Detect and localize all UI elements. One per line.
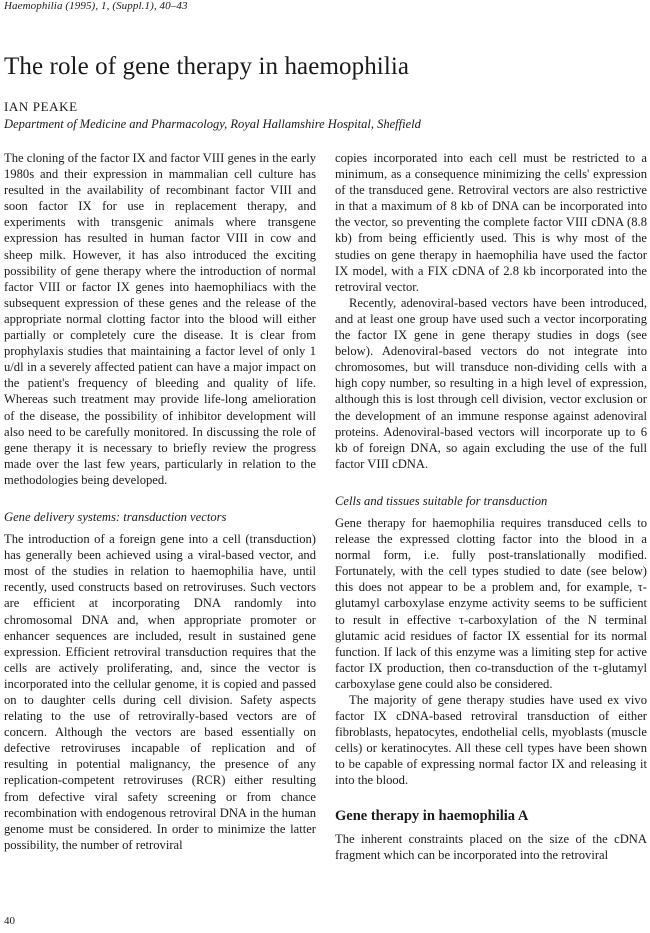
section-heading-transduction-vectors: Gene delivery systems: transduction vectors xyxy=(4,509,227,524)
left-column xyxy=(4,150,316,853)
section-heading-cells-tissues: Cells and tissues suitable for transduction xyxy=(335,493,548,508)
intro-paragraph: The cloning of the factor IX and factor VIII genes in the early 1980s and their expression in mammalian cell culture has resulted in the availability of recombinant factor VIII and soon factor IX for use in replacement therapy, and experiments with transgenic animals where transgene expression has resulted in human factor VIII in cow and sheep milk. However, it has also introduced the exciting possibility of gene therapy where the introduction of normal factor VIII or factor IX genes into haemophiliacs with the subsequent expression of these genes and the release of the appropriate normal clotting factor into the blood will either partially or completely cure the disease. It is clear from prophylaxis studies that maintaining a factor level of only 1 u/dl in a severely affected patient can have a major impact on the patient's frequency of bleeding and quality of life. Whereas such treatment may provide life-long amelioration of the disease, the possibility of inhibitor development will also need to be carefully monitored. In discussing the role of gene therapy it is necessary to briefly review the progress made over the last few years, particularly in relation to the methodologies being developed. xyxy=(4,151,316,487)
haemophilia-a-paragraph: The inherent constraints placed on the size of the cDNA fragment which can be incorporated into the retroviral xyxy=(335,831,647,862)
author-name: IAN PEAKE xyxy=(4,99,78,114)
author-affiliation: Department of Medicine and Pharmacology, Royal Hallamshire Hospital, Sheffield xyxy=(4,117,421,131)
cells-paragraph: Gene therapy for haemophilia requires transduced cells to release the expressed clotting factor into the blood in a normal form, i.e. fully post-translationally modified. Fortunately, with the cell types studied to date (see below) this does not appear to be a problem and, for example, τ-glutamyl carboxylase enzyme activity seems to be sufficient to result in effective τ-carboxylation of the N terminal glutamic acid residues of factor IX essential for its normal function. If lack of this enzyme was a limiting step for active factor IX production, then co-transduction of the τ-glutamyl carboxylase gene could also be considered. xyxy=(335,515,647,691)
ex-vivo-paragraph: The majority of gene therapy studies have used ex vivo factor IX cDNA-based retroviral transduction of either fibroblasts, hepatocytes, endothelial cells, myoblasts (muscle cells) or keratinocytes. All these cell types have been shown to be capable of expressing normal factor IX and releasing it into the blood. xyxy=(335,693,647,788)
article-title: The role of gene therapy in haemophilia xyxy=(4,53,410,80)
right-column xyxy=(335,150,647,863)
adenoviral-paragraph: Recently, adenoviral-based vectors have been introduced, and at least one group have used such a vector incorporating the factor IX gene in gene therapy studies in dogs (see below). Adenoviral-based vectors do not integrate into chromosomes, but will transduce non-dividing cells with a high copy number, so resulting in a high level of expression, although this is lost through cell division, vector exclusion or the development of an immune response against adenoviral proteins. Adenoviral-based vectors will incorporate up to 6 kb of foreign DNA, so again excluding the use of the full factor VIII cDNA. xyxy=(335,295,647,471)
retroviral-paragraph: copies incorporated into each cell must be restricted to a minimum, as a consequence minimizing the cells' expression of the transduced gene. Retroviral vectors are also restrictive in that a maximum of 8 kb of DNA can be incorporated into the vector, so preventing the complete factor VIII cDNA (8.8 kb) from being efficiently used. This is why most of the studies on gene therapy in haemophilia have used the factor IX model, with a FIX cDNA of 2.8 kb incorporated into the retroviral vector. xyxy=(335,151,647,294)
running-head: Haemophilia (1995), 1, (Suppl.1), 40–43 xyxy=(4,0,188,12)
vectors-paragraph: The introduction of a foreign gene into a cell (transduction) has generally been achieved using a viral-based vector, and most of the studies in relation to haemophilia have, until recently, used constructs based on retroviruses. Such vectors are efficient at incorporating DNA randomly into chromosomal DNA and, when appropriate promoter or enhancer sequences are included, result in sustained gene expression. Efficient retroviral transduction requires that the cells are actively proliferating, and, since the vector is incorporated into the cellular genome, it is copied and passed on to daughter cells during cell division. Safety aspects relating to the use of retrovirally-based vectors are of concern. Although the vectors are based essentially on defective retroviruses incapable of replication and of resulting in potential malignancy, the presence of any replication-competent retroviruses (RCR) either resulting from defective viral safety screening or from chance recombination with endogenous retroviral DNA in the human genome must be considered. In order to minimize the latter possibility, the number of retroviral xyxy=(4,532,316,852)
page-number: 40 xyxy=(4,915,15,927)
section-heading-haemophilia-a: Gene therapy in haemophilia A xyxy=(335,807,529,824)
